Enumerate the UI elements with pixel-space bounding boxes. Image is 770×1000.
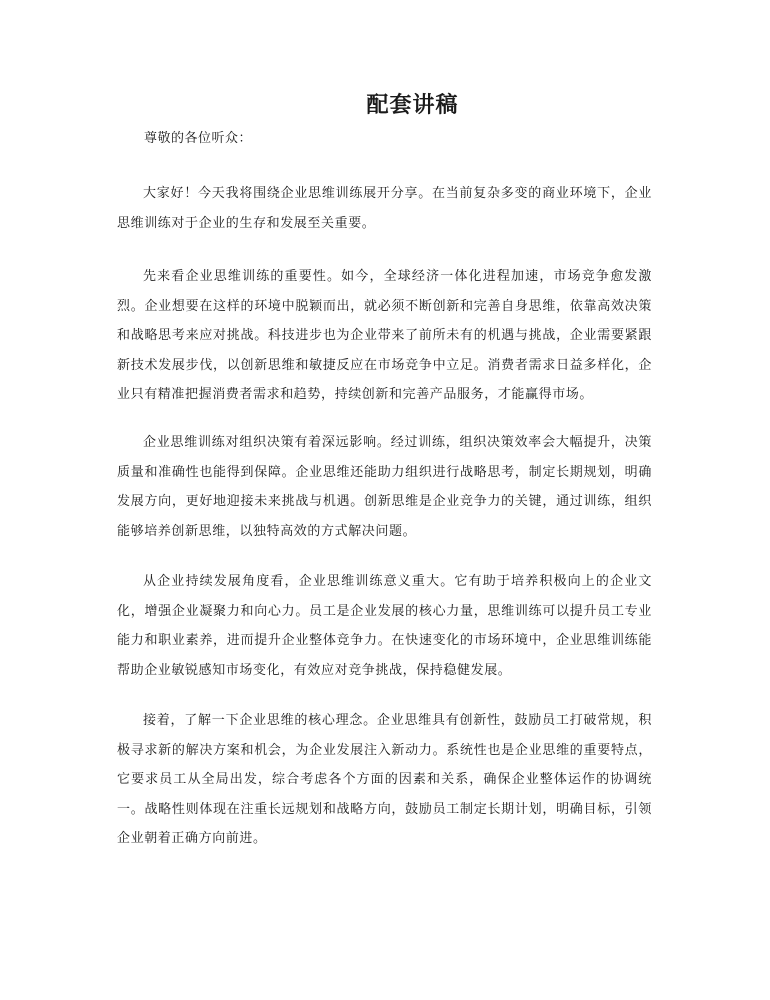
- paragraph-importance: 先来看企业思维训练的重要性。如今，全球经济一体化进程加速，市场竞争愈发激烈。企业想要在这样的环境中脱颖而出，就必须不断创新和完善自身思维，依靠高效决策和战略思考来应对挑战。科技进步也为企业带来了前所未有的机遇与挑战，企业需要紧跟新技术发展步伐，以创新思维和敏捷反应在市场竞争中立足。消费者需求日益多样化，企业只有精准把握消费者需求和趋势，持续创新和完善产品服务，才能赢得市场。: [117, 269, 652, 402]
- document-title: 配套讲稿: [366, 92, 459, 118]
- paragraph-core-concepts: 接着，了解一下企业思维的核心理念。企业思维具有创新性，鼓励员工打破常规，积极寻求新的解决方案和机会，为企业发展注入新动力。系统性也是企业思维的重要特点，它要求员工从全局出发，综合考虑各个方面的因素和关系，确保企业整体运作的协调统一。战略性则体现在注重长远规划和战略方向，鼓励员工制定长期计划，明确目标，引领企业朝着正确方向前进。: [117, 713, 652, 846]
- paragraph-sustainable-development: 从企业持续发展角度看，企业思维训练意义重大。它有助于培养积极向上的企业文化，增强企业凝聚力和向心力。员工是企业发展的核心力量，思维训练可以提升员工专业能力和职业素养，进而提升企业整体竞争力。在快速变化的市场环境中，企业思维训练能帮助企业敏锐感知市场变化，有效应对竞争挑战，保持稳健发展。: [117, 574, 652, 678]
- salutation: 尊敬的各位听众：: [144, 131, 253, 146]
- paragraph-greeting: 大家好！今天我将围绕企业思维训练展开分享。在当前复杂多变的商业环境下，企业思维训练对于企业的生存和发展至关重要。: [117, 186, 652, 231]
- paragraph-decision-impact: 企业思维训练对组织决策有着深远影响。经过训练，组织决策效率会大幅提升，决策质量和准确性也能得到保障。企业思维还能助力组织进行战略思考，制定长期规划，明确发展方向，更好地迎接未来挑战与机遇。创新思维是企业竞争力的关键，通过训练，组织能够培养创新思维，以独特高效的方式解决问题。: [117, 435, 652, 539]
